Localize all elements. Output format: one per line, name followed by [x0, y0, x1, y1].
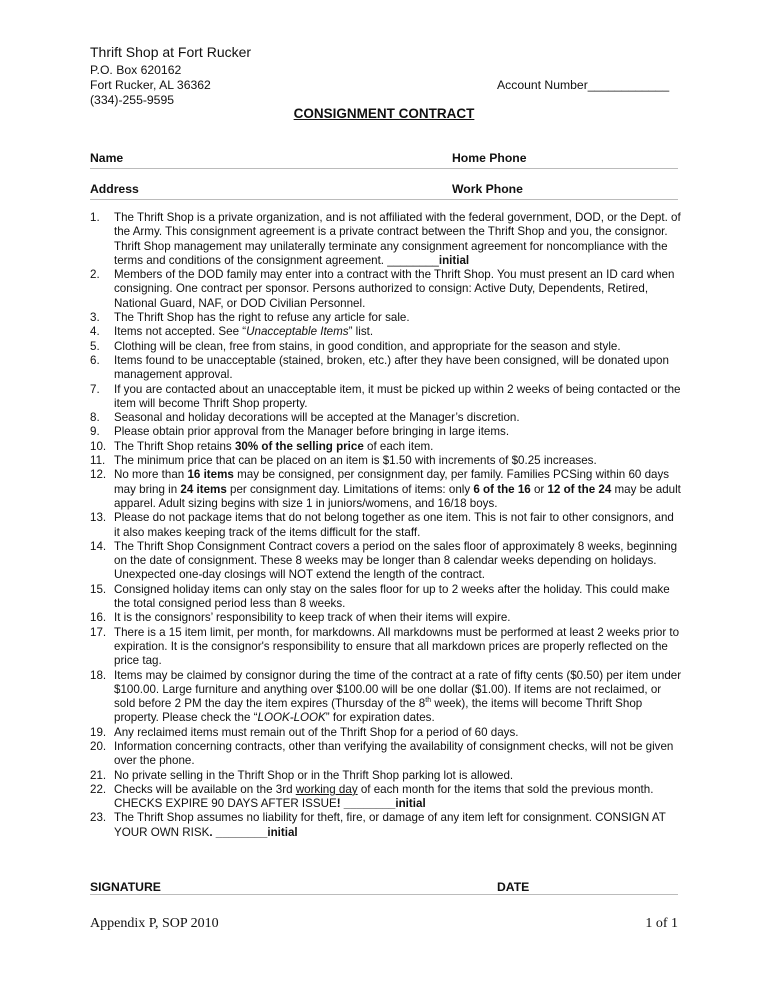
signature-row [90, 862, 678, 895]
term-underline: working day [295, 782, 358, 796]
term-emphasis: 16 items [187, 468, 234, 482]
term-number: 4. [90, 325, 100, 339]
contract-term-item [90, 311, 682, 325]
contract-term-item [90, 440, 682, 454]
term-number: 21. [90, 768, 107, 782]
term-text: Seasonal and holiday decorations will be accepted at the Manager’s discretion. [114, 411, 520, 425]
term-text: per consignment day. Limitations of items: only [226, 482, 474, 496]
term-text: or [530, 482, 548, 496]
term-text: Checks will be available on the 3rd [114, 782, 296, 796]
contract-term-item [90, 811, 682, 840]
term-number: 2. [90, 268, 100, 282]
contract-term-item [90, 468, 682, 511]
term-emphasis: 30% of the selling price [234, 439, 364, 453]
term-text: Consigned holiday items can only stay on the sales floor for up to 2 weeks after the holiday. This could make the total consigned period less than 8 weeks. [114, 582, 670, 611]
term-number: 17. [90, 625, 107, 639]
contract-terms-list [90, 211, 682, 840]
term-text: of each item. [363, 439, 434, 453]
contract-term-item [90, 740, 682, 769]
account-number-field[interactable]: Account Number____________ [497, 78, 670, 92]
contract-term-item [90, 726, 682, 740]
signature-field-label[interactable]: SIGNATURE [90, 880, 161, 894]
term-text: Please do not package items that do not belong together as one item. This is not fair to other consignors, and it also makes keeping track of the items difficult for the staff. [114, 511, 674, 539]
term-text: It is the consignors’ responsibility to keep track of when their items will expire. [114, 611, 511, 625]
term-number: 18. [90, 668, 107, 682]
term-superscript: th [425, 697, 432, 705]
term-emphasis: initial [438, 253, 470, 267]
term-number: 1. [90, 211, 100, 224]
term-emphasis: . ________initial [209, 825, 298, 839]
term-text: There is a 15 item limit, per month, for markdowns. All markdowns must be performed at least 2 weeks prior to expiration. It is the consignor's responsibility to ensure that all markdown prices are properly reflected on the price tag. [114, 625, 680, 668]
term-number: 5. [90, 339, 100, 353]
term-italic: Unacceptable Items [246, 325, 349, 339]
contract-term-item [90, 454, 682, 468]
term-number: 13. [90, 511, 107, 525]
contract-term-item [90, 540, 682, 583]
term-text: ” list. [348, 325, 374, 339]
term-number: 20. [90, 739, 107, 753]
contract-term-item [90, 340, 682, 354]
term-text: Items found to be unacceptable (stained, broken, etc.) after they have been consigned, will be donated upon management approval. [114, 353, 669, 382]
contract-term-item [90, 626, 682, 669]
city-state-zip: Fort Rucker, AL 36362 [90, 78, 211, 92]
address-row [90, 179, 678, 200]
term-number: 10. [90, 439, 107, 453]
term-text: may be consigned, per consignment day, per family. Families PCSing within 60 days may bring in [114, 468, 670, 496]
term-text: The Thrift Shop is a private organization, and is not affiliated with the federal government, DOD, or the Dept. of the Army. This consignment agreement is a private contract between the Thrift Shop and you, the consignor. Thrift Shop management may unilaterally terminate any consignment agreement for noncompliance with the terms and conditions of the consignment agreement. ________ [114, 211, 681, 267]
term-text: may be adult apparel. Adult sizing begins with size 1 in juniors/womens, and 16/18 boys. [114, 482, 681, 510]
term-text: The Thrift Shop Consignment Contract covers a period on the sales floor of approximately 8 weeks, beginning on the date of consignment. These 8 weeks may be longer than 8 calendar weeks depending on holidays. Unexpected one-day closings will NOT extend the length of the contract. [114, 539, 678, 582]
term-emphasis: ! ________initial [336, 797, 426, 811]
contract-term-item [90, 769, 682, 783]
term-number: 11. [90, 454, 106, 468]
contract-term-item [90, 425, 682, 439]
contract-term-item [90, 383, 682, 412]
term-text: No more than [114, 468, 188, 482]
term-number: 22. [90, 782, 107, 796]
name-field-label[interactable]: Name [90, 151, 124, 165]
term-text: Clothing will be clean, free from stains, in good condition, and appropriate for the season and style. [114, 339, 621, 353]
term-number: 6. [90, 353, 100, 367]
term-text: No private selling in the Thrift Shop or in the Thrift Shop parking lot is allowed. [114, 768, 514, 782]
contract-term-item [90, 325, 682, 339]
term-number: 15. [90, 582, 107, 596]
contract-term-item [90, 211, 682, 268]
phone-number: (334)-255-9595 [90, 93, 175, 107]
home-phone-field-label[interactable]: Home Phone [452, 151, 527, 165]
term-text: The minimum price that can be placed on an item is $1.50 with increments of $0.25 increases. [114, 454, 597, 468]
term-text: ” for expiration dates. [325, 711, 435, 725]
term-number: 14. [90, 539, 107, 553]
term-text: Items may be claimed by consignor during the time of the contract at a rate of fifty cents ($0.50) per item under $100.00. Large furniture and anything over $100.00 will be one dollar ($1.00). If items are not reclaimed, or sold before 2 PM the day the item expires (Thursday of the 8 [114, 668, 682, 711]
name-row [90, 148, 678, 169]
address-field-label[interactable]: Address [90, 182, 139, 196]
term-text: Information concerning contracts, other than verifying the availability of consignment checks, will not be given over the phone. [114, 739, 674, 768]
contract-term-item [90, 783, 682, 812]
date-field-label[interactable]: DATE [497, 880, 530, 894]
term-number: 9. [90, 425, 100, 439]
contract-term-item [90, 611, 682, 625]
term-text: Please obtain prior approval from the Manager before bringing in large items. [114, 425, 510, 439]
term-number: 12. [90, 468, 107, 482]
contract-term-item [90, 583, 682, 612]
contract-term-item [90, 268, 682, 311]
term-emphasis: 12 of the 24 [547, 482, 612, 496]
term-text: Members of the DOD family may enter into a contract with the Thrift Shop. You must present an ID card when consigning. One contract per sponsor. Persons authorized to consign: Active Duty, Dependents, Retired, National Guard, NAF, or DOD Civilian Personnel. [114, 268, 675, 310]
term-text: The Thrift Shop retains [114, 439, 235, 453]
contract-term-item [90, 411, 682, 425]
term-text: The Thrift Shop has the right to refuse any article for sale. [114, 311, 410, 325]
term-text: Any reclaimed items must remain out of the Thrift Shop for a period of 60 days. [114, 725, 519, 739]
term-text: Items not accepted. See “ [114, 325, 247, 339]
contract-term-item [90, 354, 682, 383]
term-number: 8. [90, 411, 100, 425]
term-text: of each month for the items that sold the previous month. CHECKS EXPIRE 90 DAYS AFTER ISSUE [114, 782, 654, 811]
po-box: P.O. Box 620162 [90, 63, 182, 77]
contract-title: CONSIGNMENT CONTRACT [293, 106, 475, 121]
term-emphasis: 6 of the 16 [473, 482, 531, 496]
term-number: 16. [90, 611, 107, 625]
term-text: If you are contacted about an unacceptable item, it must be picked up within 2 weeks of being contacted or the item will become Thrift Shop property. [114, 382, 681, 410]
term-text: week), the items will become Thrift Shop property. Please check the “ [114, 697, 643, 725]
term-italic: LOOK-LOOK [257, 711, 326, 725]
term-text: The Thrift Shop assumes no liability for theft, fire, or damage of any item left for consignment. CONSIGN AT YOUR OWN RISK [114, 811, 666, 839]
contract-term-item [90, 511, 682, 540]
term-number: 7. [90, 382, 100, 396]
org-name: Thrift Shop at Fort Rucker [90, 44, 252, 60]
footer-page-number: 1 of 1 [645, 916, 678, 931]
term-number: 3. [90, 311, 100, 325]
term-number: 23. [90, 811, 107, 825]
work-phone-field-label[interactable]: Work Phone [452, 182, 523, 196]
contract-term-item [90, 669, 682, 726]
term-emphasis: 24 items [180, 482, 227, 496]
footer-appendix: Appendix P, SOP 2010 [90, 916, 219, 931]
term-number: 19. [90, 725, 107, 739]
